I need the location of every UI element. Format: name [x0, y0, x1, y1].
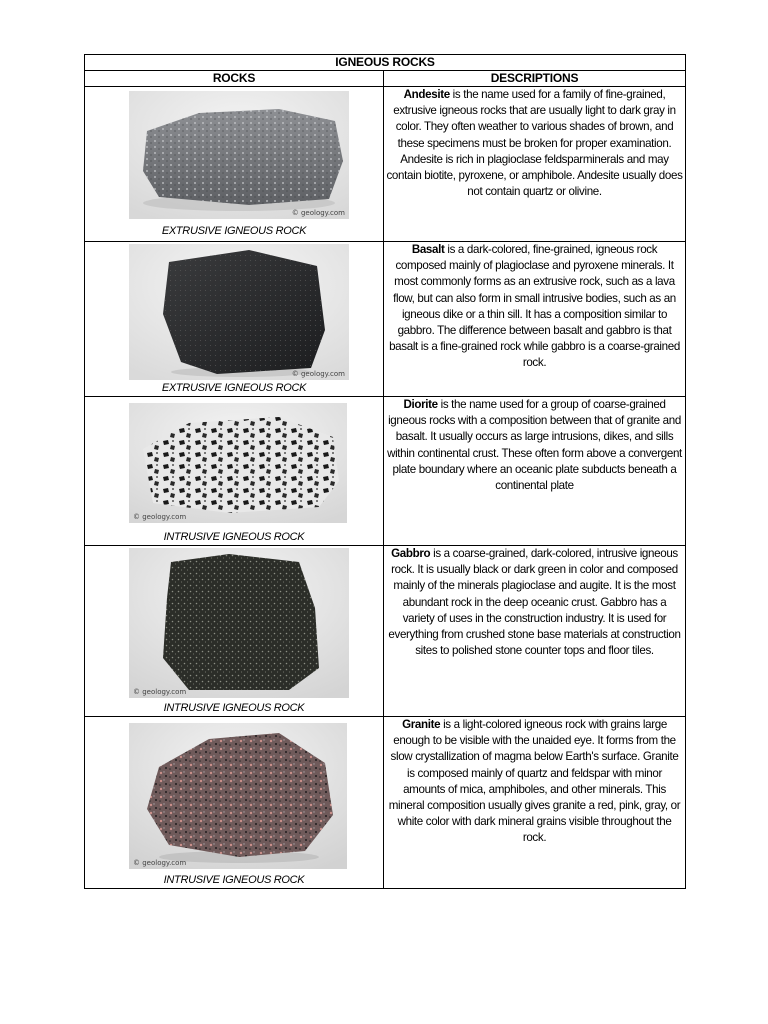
granite-photo — [129, 723, 347, 869]
rock-caption: INTRUSIVE IGNEOUS ROCK — [163, 702, 305, 714]
rock-name: Diorite — [403, 398, 438, 411]
gabbro-photo — [129, 548, 349, 698]
rock-description: is the name used for a family of fine-grained, extrusive igneous rocks that are usually light to dark gray in color. They often weather to various shades of brown, and these specimens must be broken for proper examination. Andesite is rich in plagioclase feldsparminerals and may contain biotite, pyroxene, or amphibole. Andesite usually does not contain quartz or olivine. — [386, 88, 683, 199]
watermark-gabbro: © geology.com — [133, 688, 187, 696]
table-row — [85, 87, 686, 242]
rock-cell-basalt — [85, 242, 384, 397]
rock-name: Andesite — [403, 88, 450, 101]
description-granite — [384, 717, 686, 889]
table-row — [85, 546, 686, 717]
table-title: IGNEOUS ROCKS — [85, 55, 686, 71]
table-row — [85, 397, 686, 546]
rock-caption: INTRUSIVE IGNEOUS ROCK — [163, 531, 305, 543]
description-basalt — [384, 242, 686, 397]
watermark-basalt: © geology.com — [291, 370, 345, 378]
rock-name: Basalt — [411, 243, 445, 256]
watermark-diorite: © geology.com — [133, 513, 187, 521]
rock-cell-diorite — [85, 397, 384, 546]
diorite-photo — [129, 403, 347, 523]
watermark-andesite: © geology.com — [291, 209, 345, 217]
rock-cell-gabbro — [85, 546, 384, 717]
rock-description: is a coarse-grained, dark-colored, intrusive igneous rock. It is usually black or dark green in color and composed mainly of the minerals plagioclase and augite. It is the most abundant rock in the deep oceanic crust. Gabbro has a variety of uses in the construction industry. It is used for everything from crushed stone base materials at construction sites to polished stone counter tops and floor tiles. — [388, 547, 681, 658]
description-andesite — [384, 87, 686, 242]
rock-cell-granite — [85, 717, 384, 889]
description-gabbro — [384, 546, 686, 717]
andesite-photo — [129, 91, 349, 219]
rock-caption: EXTRUSIVE IGNEOUS ROCK — [161, 225, 307, 237]
watermark-granite: © geology.com — [133, 859, 187, 867]
rock-cell-andesite — [85, 87, 384, 242]
rock-description: is a dark-colored, fine-grained, igneous rock composed mainly of plagioclase and pyroxene minerals. It most commonly forms as an extrusive rock, such as a lava flow, but can also form in small intrusive bodies, such as an igneous dike or a thin sill. It has a composition similar to gabbro. The difference between basalt and gabbro is that basalt is a fine-grained rock while gabbro is a coarse-grained rock. — [389, 243, 680, 370]
basalt-photo — [129, 244, 349, 380]
rock-description: is a light-colored igneous rock with grains large enough to be visible with the unaided eye. It forms from the slow crystallization of magma below Earth's surface. Granite is composed mainly of quartz and feldspar with minor amounts of mica, amphiboles, and other minerals. This mineral composition usually gives granite a red, pink, gray, or white color with dark mineral grains visible throughout the rock. — [388, 718, 681, 845]
header-descriptions: DESCRIPTIONS — [384, 71, 686, 87]
rock-description: is the name used for a group of coarse-grained igneous rocks with a composition between that of granite and basalt. It usually occurs as large intrusions, dikes, and sills within continental crust. These often form above a convergent plate boundary where an oceanic plate subducts beneath a continental plate — [387, 398, 682, 493]
igneous-rocks-table — [84, 54, 686, 889]
header-rocks: ROCKS — [85, 71, 384, 87]
rock-caption: EXTRUSIVE IGNEOUS ROCK — [161, 382, 307, 394]
description-diorite — [384, 397, 686, 546]
table-row — [85, 242, 686, 397]
rock-caption: INTRUSIVE IGNEOUS ROCK — [163, 874, 305, 886]
rock-name: Gabbro — [391, 547, 431, 560]
rock-name: Granite — [402, 718, 441, 731]
table-row — [85, 717, 686, 889]
